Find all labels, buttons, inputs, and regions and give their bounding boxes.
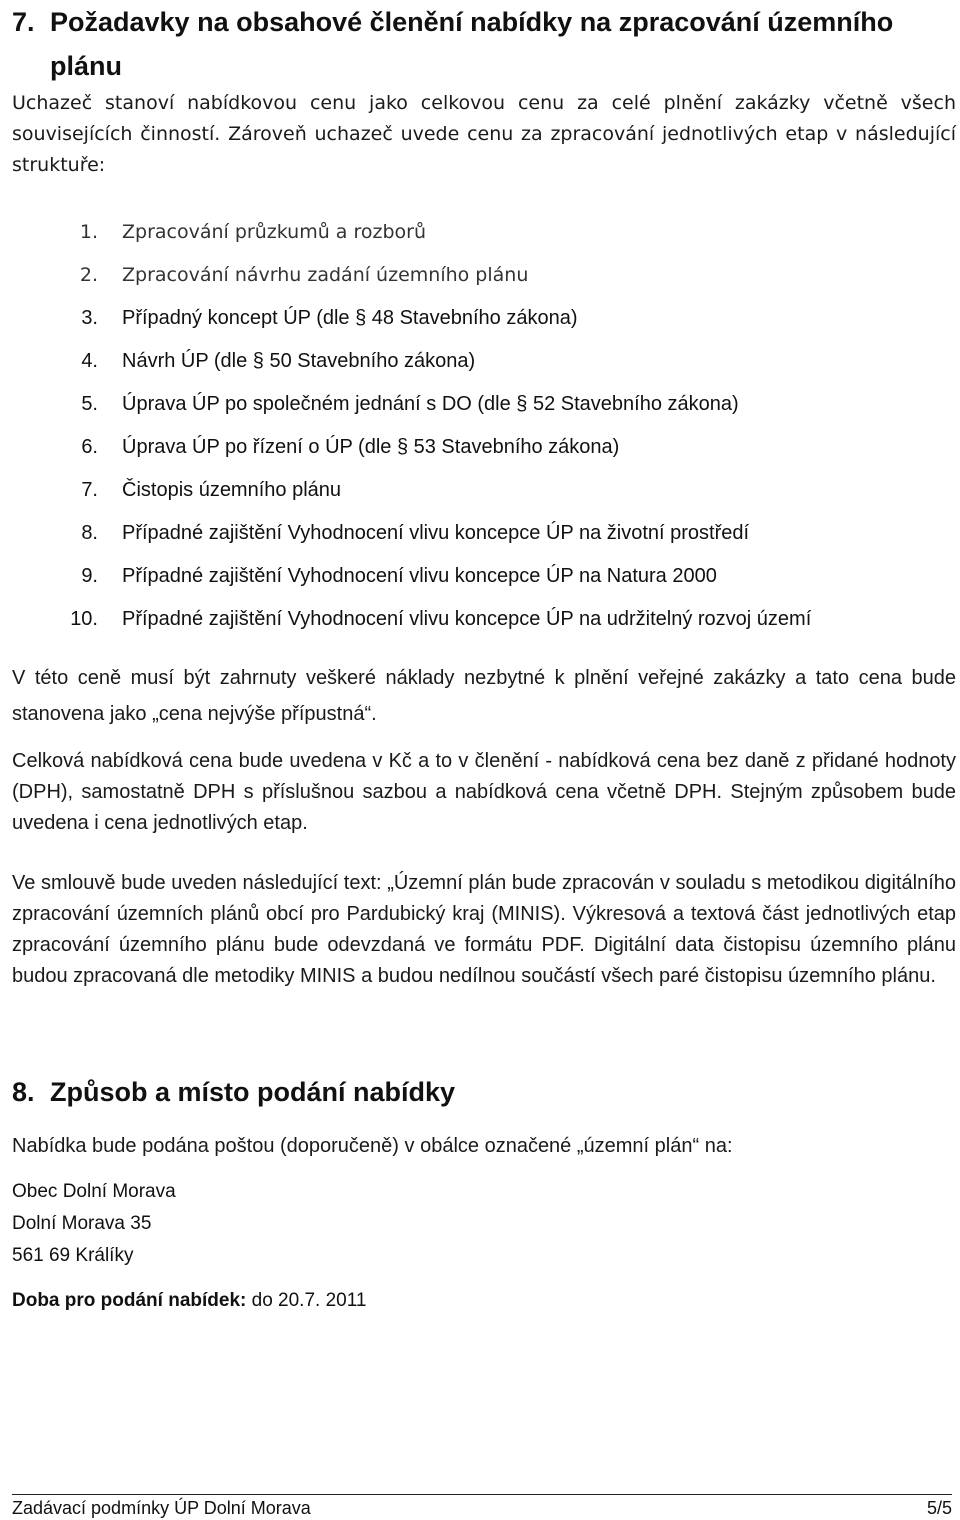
deadline — [12, 1285, 366, 1317]
section-7-number: 7. — [12, 7, 35, 37]
stage-text: Zpracování návrhu zadání územního plánu — [122, 264, 529, 286]
address-block — [12, 1176, 176, 1272]
section-8-number: 8. — [12, 1077, 35, 1107]
section-7-title-line2: plánu — [50, 51, 122, 81]
footer-divider — [12, 1494, 952, 1495]
footer-document-title: Zadávací podmínky ÚP Dolní Morava — [12, 1498, 311, 1518]
stage-text: Úprava ÚP po řízení o ÚP (dle § 53 Stavebního zákona) — [122, 436, 620, 458]
stage-text: Návrh ÚP (dle § 50 Stavebního zákona) — [122, 350, 476, 372]
stage-text: Případné zajištění Vyhodnocení vlivu koncepce ÚP na udržitelný rozvoj území — [122, 608, 812, 630]
deadline-value: do 20.7. 2011 — [246, 1290, 367, 1311]
footer-page-number: 5/5 — [926, 1498, 952, 1518]
submit-paragraph: Nabídka bude podána poštou (doporučeně) v obálce označené „územní plán“ na: — [12, 1135, 733, 1157]
stage-number: 3. — [81, 307, 98, 329]
section-7-heading — [12, 0, 952, 88]
contract-paragraph: Ve smlouvě bude uveden následující text: „Územní plán bude zpracován v souladu s metodikou digitálního zpracování územních plánů obcí pro Pardubický kraj (MINIS). Výkresová a textová část jednotlivých etap zpracování územního plánu bude odevzdaná ve formátu PDF. Digitální data čistopisu územního plánu budou zpracovaná dle metodiky MINIS a budou nedílnou součástí všech paré čistopisu územního plánu. — [12, 872, 956, 987]
stage-number: 2. — [79, 264, 98, 286]
stage-text: Úprava ÚP po společném jednání s DO (dle § 52 Stavebního zákona) — [122, 393, 739, 415]
address-line: Dolní Morava 35 — [12, 1213, 152, 1234]
section-8-heading — [12, 1070, 455, 1114]
stage-text: Zpracování průzkumů a rozborů — [122, 221, 426, 243]
stage-number: 4. — [81, 350, 98, 372]
stage-number: 6. — [81, 436, 98, 458]
stage-number: 7. — [81, 479, 98, 501]
intro-paragraph: Uchazeč stanoví nabídkovou cenu jako celkovou cenu za celé plnění zakázky včetně všech souvisejících činností. Zároveň uchazeč uvede cenu za zpracování jednotlivých etap v následující struktuře: — [12, 92, 956, 176]
stage-text: Případný koncept ÚP (dle § 48 Stavebního zákona) — [122, 307, 578, 329]
section-7-title-line1: Požadavky na obsahové členění nabídky na zpracování územního — [50, 7, 894, 37]
stage-number: 1. — [79, 221, 98, 243]
stage-number: 10. — [70, 608, 98, 630]
price-paragraph: Celková nabídková cena bude uvedena v Kč a to v členění - nabídková cena bez daně z přidané hodnoty (DPH), samostatně DPH s příslušnou sazbou a nabídková cena včetně DPH. Stejným způsobem bude uvedena i cena jednotlivých etap. — [12, 750, 956, 834]
stage-number: 9. — [81, 565, 98, 587]
stage-text: Případné zajištění Vyhodnocení vlivu koncepce ÚP na životní prostředí — [122, 522, 750, 544]
deadline-label: Doba pro podání nabídek: — [12, 1290, 247, 1311]
stage-text: Čistopis územního plánu — [122, 479, 342, 501]
section-8-title: Způsob a místo podání nabídky — [50, 1077, 456, 1107]
stage-number: 8. — [81, 522, 98, 544]
stage-number: 5. — [81, 393, 98, 415]
address-line: 561 69 Králíky — [12, 1245, 134, 1266]
stage-text: Případné zajištění Vyhodnocení vlivu koncepce ÚP na Natura 2000 — [122, 565, 717, 587]
address-line: Obec Dolní Morava — [12, 1181, 176, 1202]
cost-paragraph: V této ceně musí být zahrnuty veškeré náklady nezbytné k plnění veřejné zakázky a tato cena bude stanovena jako „cena nejvýše přípustná“. — [12, 667, 956, 725]
